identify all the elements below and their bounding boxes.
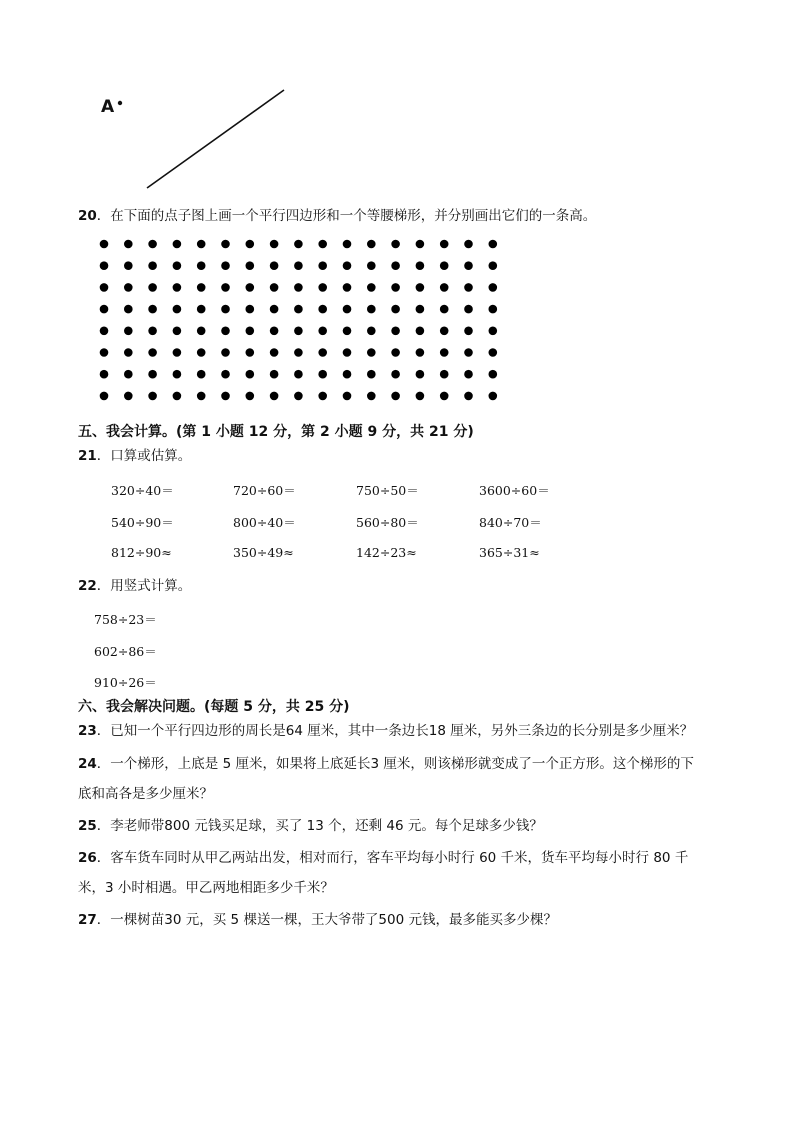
- grid-dot: [124, 261, 133, 270]
- grid-dot: [294, 240, 303, 249]
- calc-item: 365÷31≈: [479, 545, 540, 560]
- grid-dot: [100, 370, 109, 379]
- grid-dot: [464, 392, 473, 401]
- question-text: ．一个梯形，上底是 5 厘米，如果将上底延长3 厘米，则该梯形就变成了一个正方形。这个梯形的下: [96, 756, 694, 772]
- grid-dot: [246, 348, 255, 357]
- grid-dot: [124, 392, 133, 401]
- grid-dot: [367, 327, 376, 336]
- grid-dot: [173, 348, 182, 357]
- question-text: ．一棵树苗30 元，买 5 棵送一棵，王大爷带了500 元钱，最多能买多少棵？: [96, 912, 557, 928]
- question-number: 24: [78, 756, 97, 772]
- grid-dot: [416, 283, 425, 292]
- calc-item: 840÷70＝: [479, 515, 542, 530]
- grid-dot: [489, 283, 498, 292]
- grid-dot: [221, 392, 230, 401]
- grid-dot: [221, 305, 230, 314]
- grid-dot: [367, 261, 376, 270]
- question-text: ．口算或估算。: [96, 448, 192, 464]
- question-number: 27: [78, 912, 97, 928]
- grid-dot: [440, 370, 449, 379]
- grid-dot: [270, 348, 279, 357]
- grid-dot: [246, 305, 255, 314]
- grid-dot: [416, 261, 425, 270]
- grid-dot: [270, 261, 279, 270]
- grid-dot: [416, 305, 425, 314]
- grid-dot: [294, 283, 303, 292]
- grid-dot: [440, 392, 449, 401]
- grid-dot: [197, 240, 206, 249]
- grid-dot: [367, 305, 376, 314]
- section-5-title: 五、我会计算。(第 1 小题 12 分，第 2 小题 9 分，共 21 分): [78, 424, 474, 440]
- question-25: [78, 817, 543, 835]
- grid-dot: [270, 240, 279, 249]
- grid-dot: [100, 240, 109, 249]
- question-27: [78, 911, 557, 929]
- grid-dot: [489, 370, 498, 379]
- question-24-continued: 底和高各是多少厘米？: [78, 786, 213, 802]
- question-text: ．客车货车同时从甲乙两站出发，相对而行，客车平均每小时行 60 千米，货车平均每小时行 80 千: [96, 850, 689, 866]
- grid-dot: [318, 370, 327, 379]
- grid-dot: [100, 283, 109, 292]
- grid-dot: [391, 305, 400, 314]
- grid-dot: [391, 240, 400, 249]
- grid-dot: [367, 392, 376, 401]
- grid-dot: [440, 305, 449, 314]
- grid-dot: [124, 327, 133, 336]
- question-24: [78, 755, 694, 773]
- grid-dot: [318, 348, 327, 357]
- grid-dot: [489, 327, 498, 336]
- question-22: [78, 577, 191, 595]
- question-text: ．李老师带800 元钱买足球，买了 13 个，还剩 46 元。每个足球多少钱？: [96, 818, 543, 834]
- grid-dot: [391, 348, 400, 357]
- grid-dot: [489, 240, 498, 249]
- grid-dot: [464, 305, 473, 314]
- grid-dot: [221, 370, 230, 379]
- grid-dot: [464, 261, 473, 270]
- question-26: [78, 849, 688, 867]
- grid-dot: [367, 283, 376, 292]
- grid-dot: [100, 305, 109, 314]
- grid-dot: [197, 305, 206, 314]
- grid-dot: [489, 305, 498, 314]
- grid-dot: [148, 348, 157, 357]
- vertical-calc-item: 602÷86＝: [94, 644, 157, 659]
- grid-dot: [464, 370, 473, 379]
- grid-dot: [173, 305, 182, 314]
- grid-dot: [270, 392, 279, 401]
- question-text: ．在下面的点子图上画一个平行四边形和一个等腰梯形，并分别画出它们的一条高。: [96, 208, 597, 224]
- grid-dot: [197, 392, 206, 401]
- grid-dot: [270, 283, 279, 292]
- calc-item: 800÷40＝: [233, 515, 296, 530]
- grid-dot: [197, 348, 206, 357]
- calc-item: 812÷90≈: [111, 545, 172, 560]
- grid-dot: [148, 327, 157, 336]
- grid-dot: [294, 348, 303, 357]
- grid-dot: [464, 348, 473, 357]
- question-number: 26: [78, 850, 97, 866]
- grid-dot: [148, 240, 157, 249]
- grid-dot: [318, 392, 327, 401]
- grid-dot: [221, 261, 230, 270]
- grid-dot: [148, 283, 157, 292]
- grid-dot: [367, 240, 376, 249]
- grid-dot: [270, 370, 279, 379]
- dot-grid: [96, 236, 526, 406]
- grid-dot: [221, 348, 230, 357]
- grid-dot: [197, 327, 206, 336]
- grid-dot: [246, 392, 255, 401]
- grid-dot: [246, 327, 255, 336]
- grid-dot: [294, 305, 303, 314]
- point-a-label: A: [101, 97, 115, 117]
- grid-dot: [124, 240, 133, 249]
- question-number: 23: [78, 723, 97, 739]
- grid-dot: [391, 370, 400, 379]
- calc-item: 750÷50＝: [356, 483, 419, 498]
- grid-dot: [440, 240, 449, 249]
- grid-dot: [294, 370, 303, 379]
- grid-dot: [173, 392, 182, 401]
- grid-dot: [197, 370, 206, 379]
- grid-dot: [294, 261, 303, 270]
- grid-dot: [343, 327, 352, 336]
- grid-dot: [440, 348, 449, 357]
- vertical-calc-item: 910÷26＝: [94, 675, 157, 690]
- calc-item: 3600÷60＝: [479, 483, 550, 498]
- grid-dot: [343, 348, 352, 357]
- grid-dot: [318, 240, 327, 249]
- grid-dot: [221, 283, 230, 292]
- question-21: [78, 447, 191, 465]
- grid-dot: [367, 370, 376, 379]
- grid-dot: [148, 305, 157, 314]
- calc-item: 350÷49≈: [233, 545, 294, 560]
- grid-dot: [343, 240, 352, 249]
- grid-dot: [391, 392, 400, 401]
- question-text: ．已知一个平行四边形的周长是64 厘米，其中一条边长18 厘米，另外三条边的长分别是多少厘米？: [96, 723, 694, 739]
- grid-dot: [197, 261, 206, 270]
- grid-dot: [464, 327, 473, 336]
- grid-dot: [100, 261, 109, 270]
- grid-dot: [100, 327, 109, 336]
- grid-dot: [173, 327, 182, 336]
- grid-dot: [391, 283, 400, 292]
- grid-dot: [246, 240, 255, 249]
- question-number: 25: [78, 818, 97, 834]
- grid-dot: [270, 305, 279, 314]
- grid-dot: [343, 370, 352, 379]
- grid-dot: [124, 305, 133, 314]
- grid-dot: [489, 261, 498, 270]
- grid-dot: [489, 392, 498, 401]
- question-26-continued: 米，3 小时相遇。甲乙两地相距多少千米？: [78, 880, 334, 896]
- grid-dot: [221, 240, 230, 249]
- calc-item: 720÷60＝: [233, 483, 296, 498]
- question-number: 21: [78, 448, 97, 464]
- point-a-dot: [118, 101, 122, 105]
- calc-item: 540÷90＝: [111, 515, 174, 530]
- grid-dot: [246, 370, 255, 379]
- grid-dot: [294, 392, 303, 401]
- grid-dot: [318, 261, 327, 270]
- grid-dot: [173, 370, 182, 379]
- grid-dot: [246, 283, 255, 292]
- grid-dot: [440, 283, 449, 292]
- grid-dot: [416, 392, 425, 401]
- grid-dot: [318, 327, 327, 336]
- grid-dot: [173, 240, 182, 249]
- grid-dot: [318, 305, 327, 314]
- grid-dot: [100, 392, 109, 401]
- grid-dot: [343, 283, 352, 292]
- grid-dot: [173, 261, 182, 270]
- grid-dot: [221, 327, 230, 336]
- grid-dot: [148, 261, 157, 270]
- grid-dot: [416, 348, 425, 357]
- grid-dot: [124, 348, 133, 357]
- grid-dot: [173, 283, 182, 292]
- grid-dot: [489, 348, 498, 357]
- grid-dot: [197, 283, 206, 292]
- grid-dot: [294, 327, 303, 336]
- grid-dot: [343, 261, 352, 270]
- grid-dot: [416, 240, 425, 249]
- grid-dot: [343, 392, 352, 401]
- question-text: ．用竖式计算。: [96, 578, 192, 594]
- grid-dot: [440, 327, 449, 336]
- grid-dot: [148, 370, 157, 379]
- grid-dot: [416, 370, 425, 379]
- calc-item: 560÷80＝: [356, 515, 419, 530]
- grid-dot: [416, 327, 425, 336]
- grid-dot: [367, 348, 376, 357]
- point-line-figure: [95, 80, 295, 195]
- grid-dot: [318, 283, 327, 292]
- grid-dot: [464, 240, 473, 249]
- section-6-title: 六、我会解决问题。(每题 5 分，共 25 分): [78, 699, 350, 715]
- grid-dot: [100, 348, 109, 357]
- question-number: 20: [78, 208, 97, 224]
- grid-dot: [124, 370, 133, 379]
- grid-dot: [124, 283, 133, 292]
- calc-item: 142÷23≈: [356, 545, 417, 560]
- grid-dot: [464, 283, 473, 292]
- grid-dot: [391, 327, 400, 336]
- slanted-line: [147, 90, 284, 188]
- grid-dot: [148, 392, 157, 401]
- grid-dot: [246, 261, 255, 270]
- grid-dot: [343, 305, 352, 314]
- grid-dot: [270, 327, 279, 336]
- question-number: 22: [78, 578, 97, 594]
- calc-item: 320÷40＝: [111, 483, 174, 498]
- grid-dot: [440, 261, 449, 270]
- question-20: [78, 207, 596, 225]
- vertical-calc-item: 758÷23＝: [94, 612, 157, 627]
- grid-dot: [391, 261, 400, 270]
- question-23: [78, 722, 693, 740]
